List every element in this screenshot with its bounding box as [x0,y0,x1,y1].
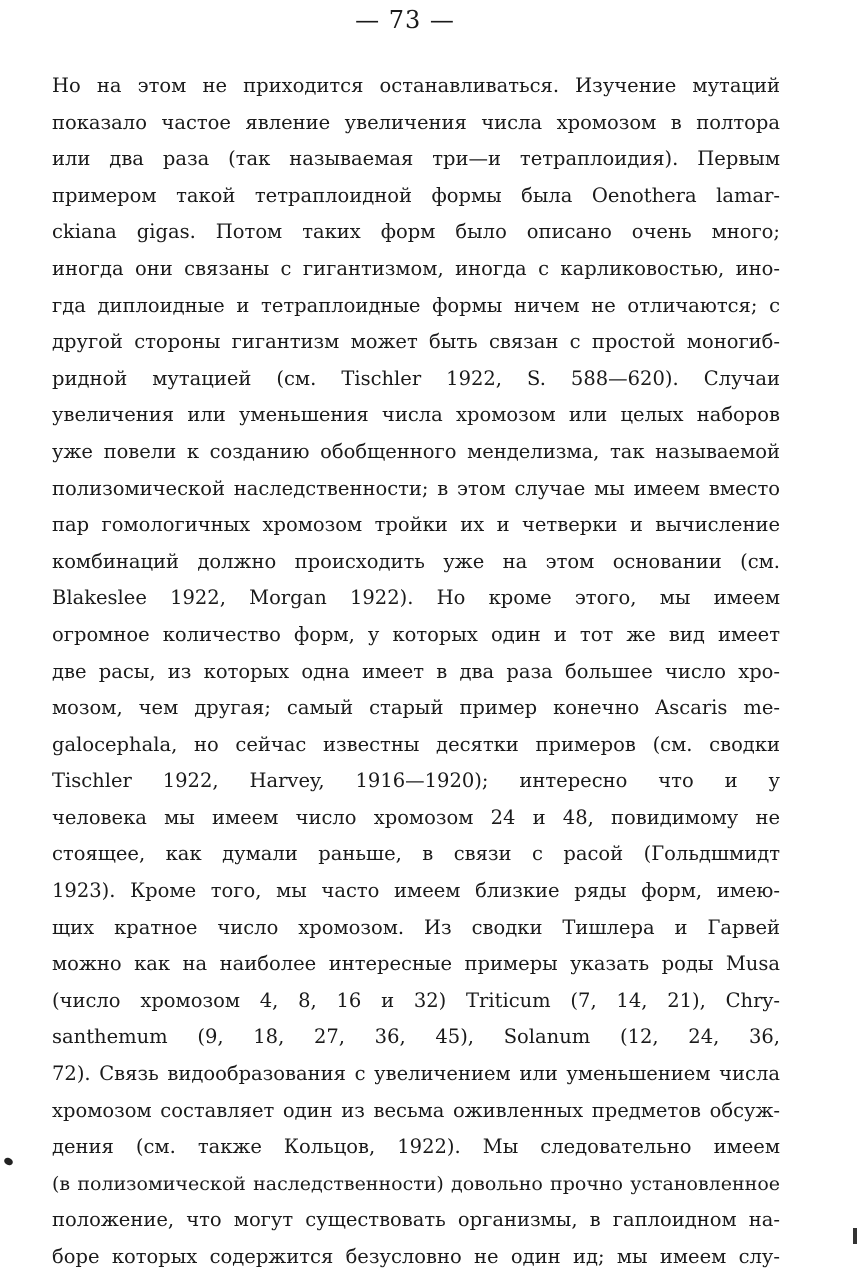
text-line: можно как на наиболее интересные примеры указать роды Musa [52,952,780,976]
text-line: ридной мутацией (см. Tischler 1922, S. 588—620). Случаи [52,366,780,390]
text-line: (число хромозом 4, 8, 16 и 32) Triticum (7, 14, 21), Chry- [52,988,780,1012]
text-line: комбинаций должно происходить уже на этом основании (см. [52,549,780,573]
scan-edge-mark [853,1228,857,1244]
text-line: две расы, из которых одна имеет в два раза большее число хро- [52,659,780,683]
text-line: Но на этом не приходится останавливаться. Изучение мутаций [52,74,780,97]
text-line: 72). Связь видообразования с увеличением или уменьшением числа [52,1062,780,1086]
text-line: полизомической наследственности; в этом случае мы имеем вместо [52,476,780,500]
text-line: гда диплоидные и тетраплоидные формы ничем не отличаются; с [52,293,780,317]
text-line: положение, что могут существовать организмы, в гаплоидном на- [52,1208,780,1232]
text-line: или два раза (так называемая три—и тетраплоидия). Первым [52,147,780,171]
text-line: santhemum (9, 18, 27, 36, 45), Solanum (12, 24, 36, [52,1025,780,1049]
text-line: другой стороны гигантизм может быть связан с простой моногиб- [52,330,780,354]
text-line: стоящее, как думали раньше, в связи с расой (Гольдшмидт [52,842,780,866]
text-line: уже повели к созданию обобщенного менделизма, так называемой [52,439,780,463]
text-line: щих кратное число хромозом. Из сводки Тишлера и Гарвей [52,915,780,939]
text-line: боре которых содержится безусловно не один ид; мы имеем слу- [52,1245,780,1268]
text-line: примером такой тетраплоидной формы была Oenothera lamar- [52,183,780,207]
text-line: (в полизомической наследственности) довольно прочно установленное [52,1172,780,1195]
text-line: пар гомологичных хромозом тройки их и четверки и вычисление [52,513,780,537]
text-line: хромозом составляет один из весьма оживленных предметов обсуж- [52,1098,780,1122]
text-line: иногда они связаны с гигантизмом, иногда с карликовостью, ино- [52,256,780,280]
text-line: 1923). Кроме того, мы часто имеем близкие ряды форм, имею- [52,879,780,903]
text-line: увеличения или уменьшения числа хромозом или целых наборов [52,403,780,427]
text-line: мозом, чем другая; самый старый пример конечно Ascaris me- [52,696,780,720]
text-line: galocephala, но сейчас известны десятки примеров (см. сводки [52,732,780,756]
text-line: огромное количество форм, у которых один и тот же вид имеет [52,622,780,646]
text-line: ckiana gigas. Потом таких форм было описано очень много; [52,220,780,244]
page-number: — 73 — [355,6,455,34]
ink-blot [3,1156,14,1166]
text-line: дения (см. также Кольцов, 1922). Мы следовательно имеем [52,1135,780,1159]
text-line: показало частое явление увеличения числа хромозом в полтора [52,110,780,134]
text-line: Blakeslee 1922, Morgan 1922). Но кроме этого, мы имеем [52,586,780,610]
text-line: человека мы имеем число хромозом 24 и 48, повидимому не [52,805,780,829]
body-text [52,68,780,1276]
text-line: Tischler 1922, Harvey, 1916—1920); интересно что и у [52,769,780,793]
